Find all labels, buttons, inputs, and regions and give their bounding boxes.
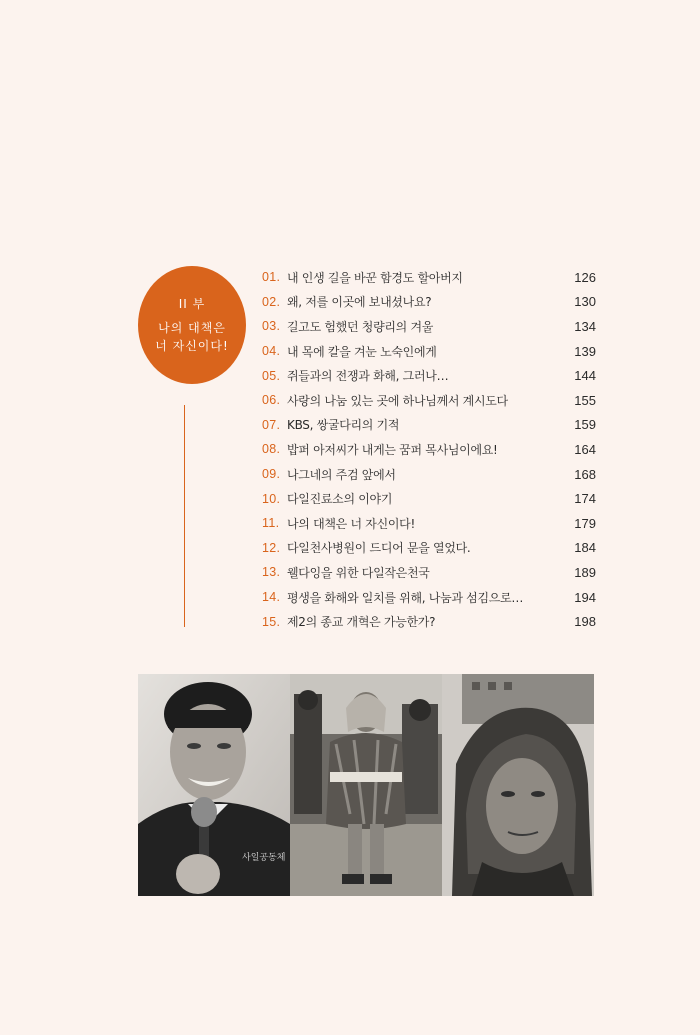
part-label: II 부: [178, 297, 206, 311]
toc-number: 01.: [262, 270, 281, 285]
toc-entry[interactable]: [262, 585, 596, 610]
part-badge: [138, 266, 246, 384]
toc-number: 14.: [262, 590, 281, 605]
toc-number: 04.: [262, 344, 281, 359]
toc-page: 159: [574, 417, 596, 433]
toc-entry[interactable]: [262, 462, 596, 487]
toc-page: 134: [574, 318, 596, 334]
toc-title: 쥐들과의 전쟁과 화해, 그러나…: [287, 369, 449, 384]
toc-title: 사랑의 나눔 있는 곳에 하나님께서 계시도다: [287, 393, 508, 408]
toc-page: 164: [574, 441, 596, 457]
photo-strip: [138, 674, 594, 896]
toc-title: 다일진료소의 이야기: [287, 492, 393, 507]
toc-title: 내 인생 길을 바꾼 함경도 할아버지: [287, 270, 463, 285]
table-of-contents: [262, 265, 596, 634]
photo-speaker: [138, 674, 290, 896]
toc-title: 나그네의 주검 앞에서: [287, 467, 396, 482]
toc-entry[interactable]: [262, 363, 596, 388]
toc-page: 144: [574, 368, 596, 384]
photo-elderly-woman: [290, 674, 442, 896]
toc-entry[interactable]: [262, 388, 596, 413]
toc-page: 139: [574, 343, 596, 359]
toc-number: 08.: [262, 442, 281, 457]
toc-entry[interactable]: [262, 486, 596, 511]
toc-number: 13.: [262, 565, 281, 580]
toc-number: 06.: [262, 393, 281, 408]
part-title-line2: 너 자신이다!: [155, 339, 229, 353]
toc-title: 제2의 종교 개혁은 가능한가?: [287, 615, 436, 630]
toc-entry[interactable]: [262, 560, 596, 585]
toc-title: 내 목에 칼을 겨눈 노숙인에게: [287, 344, 437, 359]
toc-number: 02.: [262, 294, 281, 309]
part-title-line1: 나의 대책은: [158, 321, 226, 335]
toc-page: 189: [574, 564, 596, 580]
toc-title: 밥퍼 아저씨가 내게는 꿈퍼 목사님이에요!: [287, 442, 498, 457]
toc-page: 174: [574, 491, 596, 507]
toc-page: 155: [574, 392, 596, 408]
toc-entry[interactable]: [262, 290, 596, 315]
toc-page: 126: [574, 269, 596, 285]
toc-number: 05.: [262, 368, 281, 383]
toc-title: 다일천사병원이 드디어 문을 열었다.: [287, 541, 471, 556]
toc-number: 12.: [262, 540, 281, 555]
toc-entry[interactable]: [262, 265, 596, 290]
toc-title: 나의 대책은 너 자신이다!: [287, 516, 415, 531]
toc-title: 왜, 저를 이곳에 보내셨나요?: [287, 295, 432, 310]
toc-page: 194: [574, 589, 596, 605]
toc-title: KBS, 쌍굴다리의 기적: [287, 418, 400, 433]
toc-entry[interactable]: [262, 339, 596, 364]
toc-entry[interactable]: [262, 413, 596, 438]
jacket-text: 사일공동체: [242, 853, 286, 863]
toc-entry[interactable]: [262, 314, 596, 339]
toc-number: 10.: [262, 491, 281, 506]
toc-entry[interactable]: [262, 536, 596, 561]
toc-page: 179: [574, 515, 596, 531]
toc-title: 웰다잉을 위한 다일작은천국: [287, 565, 430, 580]
toc-number: 07.: [262, 417, 281, 432]
photo-hooded-man: [442, 674, 594, 896]
toc-number: 11.: [262, 516, 280, 531]
toc-page: 130: [574, 294, 596, 310]
vertical-divider: [184, 405, 185, 627]
toc-page: 168: [574, 466, 596, 482]
toc-entry[interactable]: [262, 511, 596, 536]
toc-number: 03.: [262, 319, 281, 334]
toc-page: 184: [574, 540, 596, 556]
toc-entry[interactable]: [262, 609, 596, 634]
toc-page: 198: [574, 614, 596, 630]
toc-title: 길고도 험했던 청량리의 겨울: [287, 319, 434, 334]
toc-entry[interactable]: [262, 437, 596, 462]
toc-number: 09.: [262, 467, 281, 482]
toc-title: 평생을 화해와 일치를 위해, 나눔과 섬김으로…: [287, 590, 524, 605]
toc-number: 15.: [262, 614, 281, 629]
